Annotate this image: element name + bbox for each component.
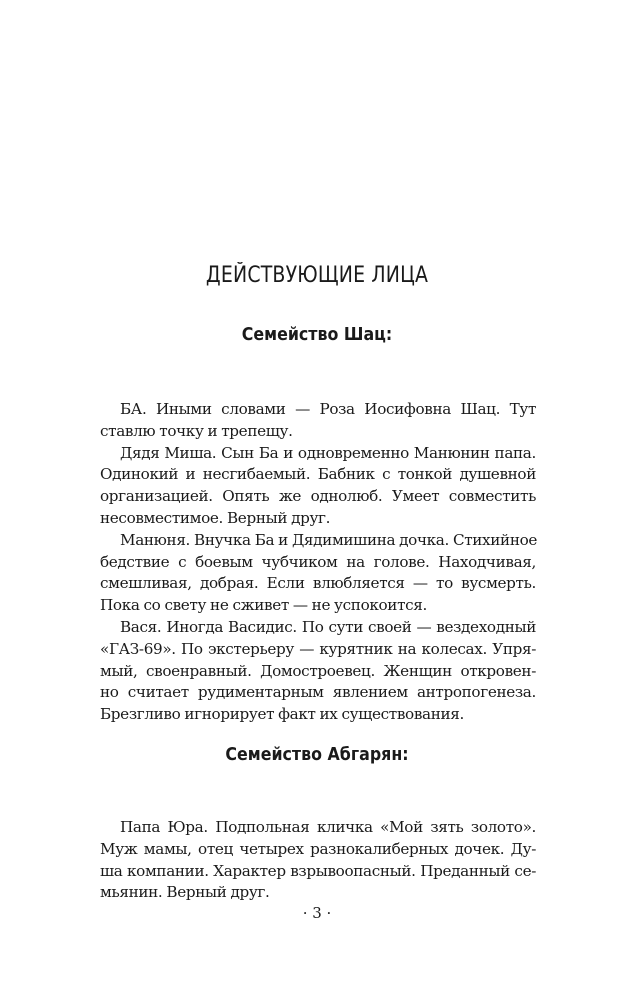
text-line: БА. Иными словами — Роза Иосифовна Шац. Тут — [120, 400, 536, 418]
text-line: но считает рудиментарным явлением антропогенеза. — [100, 683, 536, 702]
paragraph — [100, 399, 536, 443]
page-title: ДЕЙСТВУЮЩИЕ ЛИЦА — [205, 263, 429, 288]
text-line: мьянин. Верный друг. — [100, 883, 270, 902]
section-body-abgaryan — [100, 817, 536, 904]
text-line: «ГАЗ-69». По экстерьеру — курятник на колесах. Упря- — [100, 639, 536, 658]
text-line: Папа Юра. Подпольная кличка «Мой зять золото». — [120, 818, 536, 836]
paragraph — [100, 443, 536, 530]
text-line: Муж мамы, отец четырех разнокалиберных дочек. Ду- — [100, 839, 536, 858]
text-line: мый, своенравный. Домостроевец. Женщин откровен- — [100, 661, 536, 680]
text-line: организацией. Опять же однолюб. Умеет совместить — [100, 487, 536, 506]
text-line: Брезгливо игнорирует факт их существования. — [100, 705, 465, 724]
text-line: ставлю точку и трепещу. — [100, 421, 293, 440]
text-line: смешливая, добрая. Если влюбляется — то вусмерть. — [100, 574, 536, 593]
text-line: Вася. Иногда Васидис. По сути своей — вездеходный — [120, 617, 536, 636]
text-line: бедствие с боевым чубчиком на голове. Находчивая, — [100, 552, 536, 571]
text-line: Дядя Миша. Сын Ба и одновременно Манюнин папа. — [120, 443, 536, 462]
text-line: Манюня. Внучка Ба и Дядимишина дочка. Стихийное — [120, 530, 538, 549]
page-number: · 3 · — [302, 904, 332, 922]
paragraph — [100, 617, 536, 726]
section-heading-shats: Семейство Шац: — [241, 324, 393, 345]
text-line: ша компании. Характер взрывоопасный. Преданный се- — [100, 861, 536, 880]
text-line: Одинокий и несгибаемый. Бабник с тонкой душевной — [100, 465, 536, 484]
paragraph — [100, 530, 536, 617]
section-body-shats — [100, 399, 536, 726]
text-line: несовместимое. Верный друг. — [100, 508, 331, 527]
paragraph — [100, 817, 536, 904]
section-heading-abgaryan: Семейство Абгарян: — [225, 744, 409, 765]
text-line: Пока со свету не сживет — не успокоится. — [100, 596, 427, 615]
